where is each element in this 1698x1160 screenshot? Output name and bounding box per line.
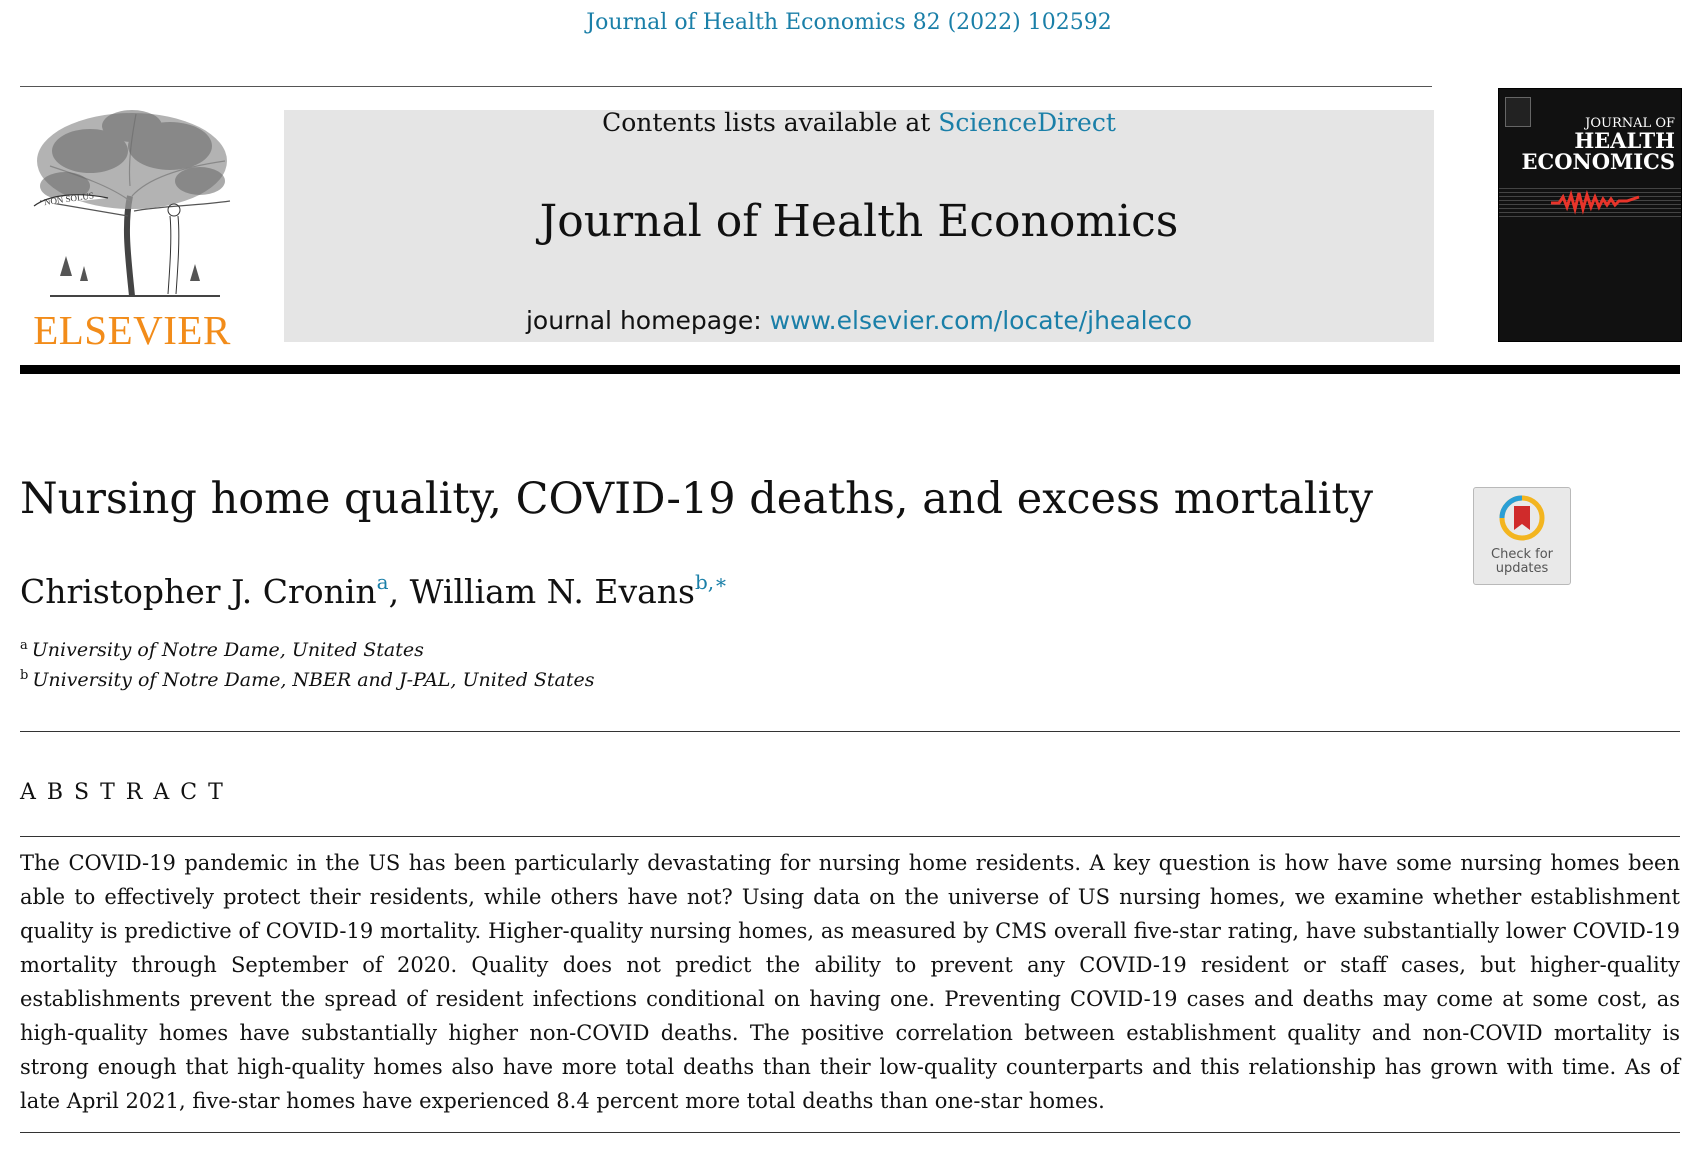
affiliation-text: University of Notre Dame, NBER and J-PAL, United States [32,669,595,691]
homepage-line [284,306,1434,335]
check-updates-line2: updates [1495,561,1549,576]
journal-citation [0,10,1698,35]
top-divider [20,86,1432,87]
affiliation-text: University of Notre Dame, United States [31,639,424,661]
article-title: Nursing home quality, COVID-19 deaths, and excess mortality [20,474,1373,524]
citation-link[interactable]: Journal of Health Economics 82 (2022) 102592 [586,10,1112,35]
abstract-text: The COVID-19 pandemic in the US has been particularly devastating for nursing home residents. A key question is how have some nursing homes been able to effectively protect their residents, while others have not? Using data on the universe of US nursing homes, we examine whether establishment quality is predictive of COVID-19 mortality. Higher-quality nursing homes, as measured by CMS overall five-star rating, have substantially lower COVID-19 mortality through September of 2020. Quality does not predict the ability to prevent any COVID-19 resident or staff cases, but higher-quality establishments prevent the spread of resident infections conditional on having one. Preventing COVID-19 cases and deaths may come at some cost, as high-quality homes have substantially higher non-COVID deaths. The positive correlation between establishment quality and non-COVID mortality is strong enough that high-quality homes also have more total deaths than their low-quality counterparts and this relationship has grown with time. As of late April 2021, five-star homes have experienced 8.4 percent more total deaths than one-star homes. [20,851,1680,1113]
affiliation-mark: a [20,638,28,653]
journal-banner [284,110,1434,342]
cover-title [1522,117,1675,172]
contents-prefix: Contents lists available at [602,108,939,137]
elsevier-wordmark: ELSEVIER [33,307,231,353]
check-updates-label [1474,548,1570,576]
check-updates-line1: Check for [1491,547,1553,562]
tree-motto: NON SOLUS [43,190,95,208]
homepage-prefix: journal homepage: [525,306,770,335]
author-name[interactable]: William N. Evans [409,572,695,611]
author-separator: , [388,572,410,611]
cover-wave-icon [1499,185,1681,217]
journal-name: Journal of Health Economics [539,196,1179,247]
author-name[interactable]: Christopher J. Cronin [20,572,377,611]
affiliation [20,638,424,661]
check-for-updates-button[interactable] [1473,487,1571,585]
affiliation-mark: b [20,668,29,683]
journal-cover[interactable] [1498,88,1682,342]
divider [20,1132,1680,1133]
author-list [20,570,728,611]
divider [20,731,1680,732]
cover-title-line3: ECONOMICS [1521,149,1675,174]
cover-title-line1: JOURNAL OF [1585,116,1675,131]
sciencedirect-link[interactable]: ScienceDirect [938,108,1116,137]
homepage-link[interactable]: www.elsevier.com/locate/jhealeco [769,306,1193,335]
tree-logo-icon [20,106,244,302]
author-affiliation-mark[interactable]: a [376,570,389,594]
abstract-heading: ABSTRACT [20,780,234,805]
author-affiliation-mark[interactable]: b,∗ [694,570,728,594]
affiliation [20,668,595,691]
cover-title-line2: HEALTH [1574,128,1675,153]
divider [20,836,1680,837]
check-updates-icon [1498,494,1546,542]
header-thick-divider [20,365,1680,374]
contents-line [284,108,1434,137]
